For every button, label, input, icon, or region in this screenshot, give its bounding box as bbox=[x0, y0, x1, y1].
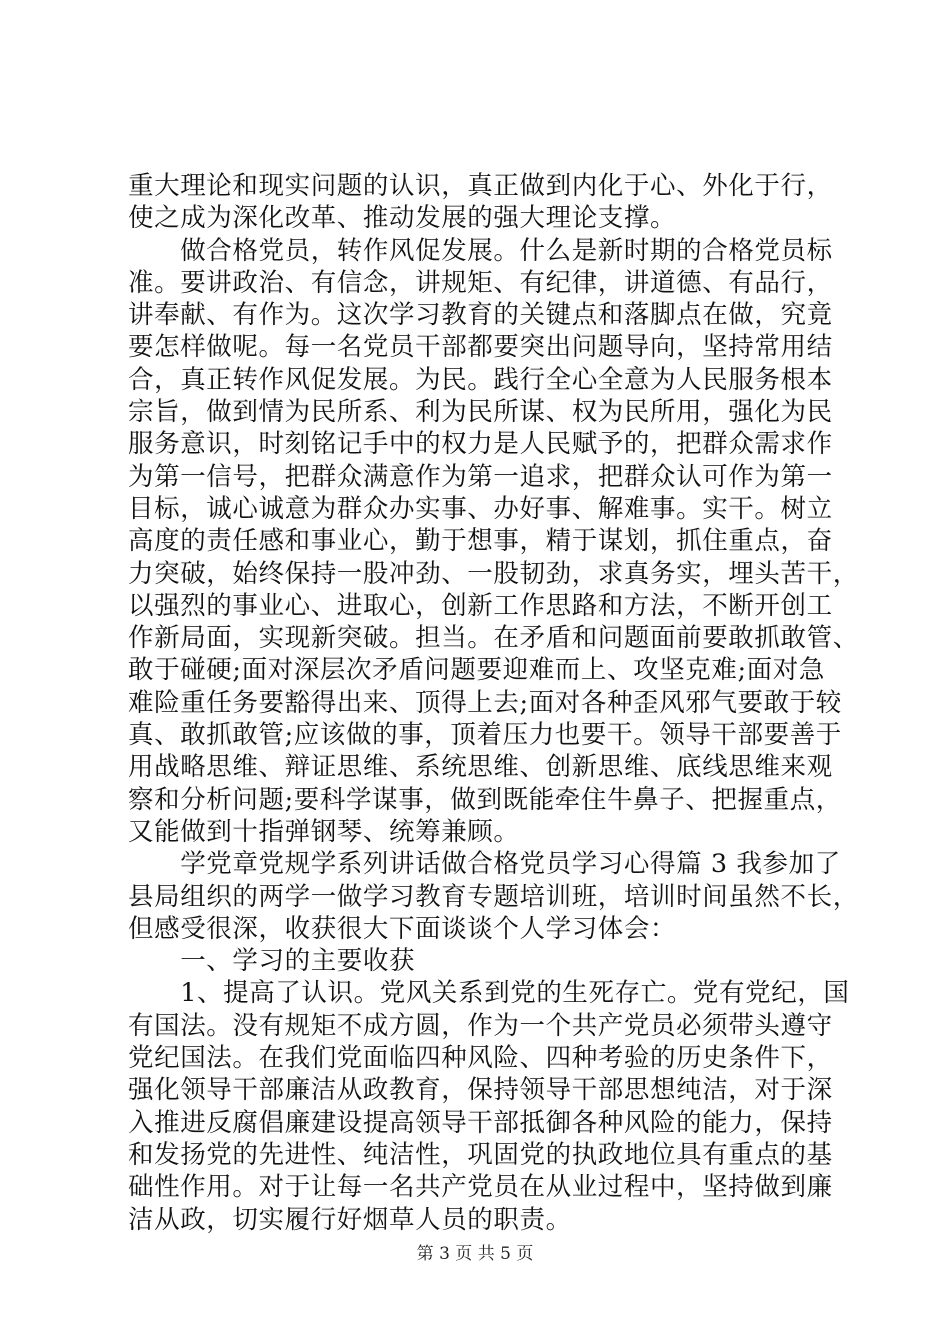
document-body bbox=[128, 170, 859, 1236]
section-heading: 一、学习的主要收获 bbox=[128, 946, 416, 977]
text-line: 洁从政，切实履行好烟草人员的职责。 bbox=[128, 1204, 572, 1235]
text-line: 础性作用。对于让每一名共产党员在从业过程中，坚持做到廉 bbox=[128, 1172, 833, 1203]
text-line: 1、提高了认识。党风关系到党的生死存亡。党有党纪，国 bbox=[128, 978, 850, 1009]
text-line: 要怎样做呢。每一名党员干部都要突出问题导向，坚持常用结 bbox=[128, 332, 833, 363]
text-line: 准。要讲政治、有信念，讲规矩、有纪律，讲道德、有品行， bbox=[128, 267, 833, 298]
text-line: 真、敢抓敢管;应该做的事，顶着压力也要干。领导干部要善于 bbox=[128, 720, 842, 751]
text-line: 难险重任务要豁得出来、顶得上去;面对各种歪风邪气要敢于较 bbox=[128, 687, 842, 718]
text-line: 为第一信号，把群众满意作为第一追求，把群众认可作为第一 bbox=[128, 461, 833, 492]
text-line: 入推进反腐倡廉建设提高领导干部抵御各种风险的能力，保持 bbox=[128, 1107, 833, 1138]
text-line: 作新局面，实现新突破。担当。在矛盾和问题面前要敢抓敢管、 bbox=[128, 623, 859, 654]
text-line: 高度的责任感和事业心，勤于想事，精于谋划，抓住重点，奋 bbox=[128, 526, 833, 557]
text-line: 合，真正转作风促发展。为民。践行全心全意为人民服务根本 bbox=[128, 364, 833, 395]
text-line: 力突破，始终保持一股冲劲、一股韧劲，求真务实，埋头苦干， bbox=[128, 558, 859, 589]
text-line: 有国法。没有规矩不成方圆，作为一个共产党员必须带头遵守 bbox=[128, 1010, 833, 1041]
text-line: 察和分析问题;要科学谋事，做到既能牵住牛鼻子、把握重点， bbox=[128, 784, 842, 815]
text-line: 但感受很深，收获很大下面谈谈个人学习体会： bbox=[128, 913, 677, 944]
text-line: 党纪国法。在我们党面临四种风险、四种考验的历史条件下， bbox=[128, 1043, 833, 1074]
text-line: 重大理论和现实问题的认识，真正做到内化于心、外化于行， bbox=[128, 171, 833, 201]
text-line: 敢于碰硬;面对深层次矛盾问题要迎难而上、攻坚克难;面对急 bbox=[128, 655, 825, 686]
text-line: 目标，诚心诚意为群众办实事、办好事、解难事。实干。树立 bbox=[128, 493, 833, 524]
text-line: 服务意识，时刻铭记手中的权力是人民赋予的，把群众需求作 bbox=[128, 429, 833, 460]
text-line: 用战略思维、辩证思维、系统思维、创新思维、底线思维来观 bbox=[128, 752, 833, 783]
text-line: 使之成为深化改革、推动发展的强大理论支撑。 bbox=[128, 203, 677, 234]
page-number-footer: 第 3 页 共 5 页 bbox=[416, 1244, 534, 1264]
text-line: 以强烈的事业心、进取心，创新工作思路和方法，不断开创工 bbox=[128, 590, 833, 621]
text-line: 又能做到十指弹钢琴、统筹兼顾。 bbox=[128, 816, 520, 847]
text-line: 强化领导干部廉洁从政教育，保持领导干部思想纯洁，对于深 bbox=[128, 1075, 833, 1106]
text-line: 讲奉献、有作为。这次学习教育的关键点和落脚点在做，究竟 bbox=[128, 300, 833, 331]
text-line: 和发扬党的先进性、纯洁性，巩固党的执政地位具有重点的基 bbox=[128, 1139, 833, 1170]
text-line: 做合格党员，转作风促发展。什么是新时期的合格党员标 bbox=[128, 235, 833, 266]
text-line: 学党章党规学系列讲话做合格党员学习心得篇 3 我参加了 bbox=[128, 849, 841, 880]
text-line: 宗旨，做到情为民所系、利为民所谋、权为民所用，强化为民 bbox=[128, 397, 833, 428]
text-line: 县局组织的两学一做学习教育专题培训班，培训时间虽然不长， bbox=[128, 881, 859, 912]
